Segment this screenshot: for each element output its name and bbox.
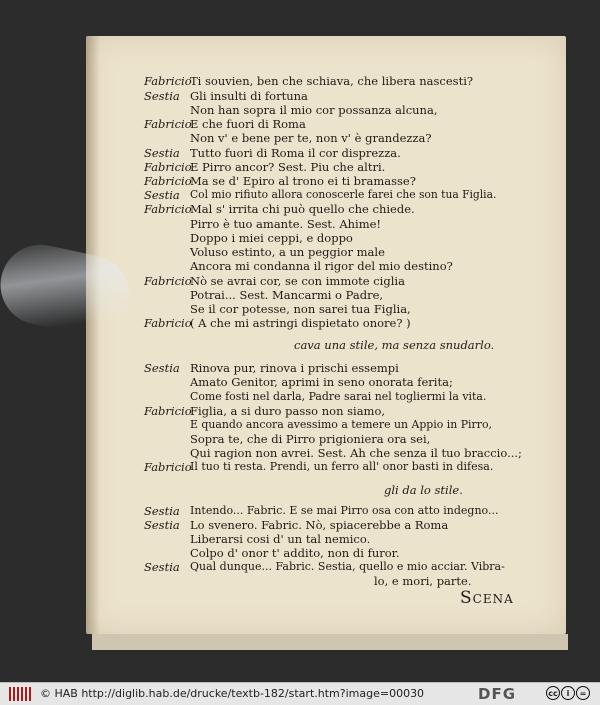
speaker: Fabricio xyxy=(144,460,192,474)
speaker: Sestia xyxy=(144,560,180,574)
line-text: E che fuori di Roma xyxy=(190,117,306,131)
footer-bar xyxy=(0,682,600,705)
speaker: Fabricio xyxy=(144,117,192,131)
line-text: Figlia, a si duro passo non siamo, xyxy=(190,404,386,418)
footer-citation: © HAB http://diglib.hab.de/drucke/textb-182/start.htm?image=00030 xyxy=(40,687,425,700)
line-text: Rinova pur, rinova i prischi essempi xyxy=(190,361,399,375)
line-text: Gli insulti di fortuna xyxy=(190,89,308,103)
line-text: Colpo d' onor t' addito, non di furor. xyxy=(190,546,400,560)
line-text: Se il cor potesse, non sarei tua Figlia, xyxy=(190,302,411,316)
speaker: Sestia xyxy=(144,188,180,202)
speaker: Fabricio xyxy=(144,202,192,216)
stage-direction: gli da lo stile. xyxy=(384,483,463,497)
speaker: Fabricio xyxy=(144,274,192,288)
line-text: Il tuo ti resta. Prendi, un ferro all' onor basti in difesa. xyxy=(190,460,494,473)
line-text: Mal s' irrita chi può quello che chiede. xyxy=(190,202,415,216)
speaker: Sestia xyxy=(144,518,180,532)
line-text: Nò se avrai cor, se con immote ciglia xyxy=(190,274,405,288)
speaker: Sestia xyxy=(144,146,180,160)
nd-icon: = xyxy=(576,686,590,700)
speaker: Sestia xyxy=(144,361,180,375)
line-text: Amato Genitor, aprimi in seno onorata ferita; xyxy=(190,375,453,389)
line-text: Qui ragion non avrei. Sest. Ah che senza il tuo braccio...; xyxy=(190,446,522,460)
line-text: Sopra te, che di Pirro prigioniera ora sei, xyxy=(190,432,431,446)
line-text: Ma se d' Epiro al trono ei ti bramasse? xyxy=(190,174,416,188)
line-text: lo, e mori, parte. xyxy=(374,574,472,588)
cc-license-icon[interactable] xyxy=(546,686,591,700)
line-text: Potrai... Sest. Mancarmi o Padre, xyxy=(190,288,384,302)
line-text: Lo svenero. Fabric. Nò, spiacerebbe a Roma xyxy=(190,518,449,532)
line-text: ( A che mi astringi dispietato onore? ) xyxy=(190,316,411,330)
speaker: Fabricio xyxy=(144,316,192,330)
line-text: Come fosti nel darla, Padre sarai nel togliermi la vita. xyxy=(190,390,487,403)
line-text: Liberarsi cosi d' un tal nemico. xyxy=(190,532,371,546)
line-text: Non v' e bene per te, non v' è grandezza? xyxy=(190,131,432,145)
speaker: Sestia xyxy=(144,504,180,518)
line-text: Tutto fuori di Roma il cor disprezza. xyxy=(190,146,401,160)
catchword: Scena xyxy=(460,588,514,608)
line-text: Intendo... Fabric. E se mai Pirro osa con atto indegno... xyxy=(190,504,499,517)
speaker: Sestia xyxy=(144,89,180,103)
line-text: Col mio rifiuto allora conoscerle farei che son tua Figlia. xyxy=(190,188,497,201)
speaker: Fabricio xyxy=(144,174,192,188)
line-text: Doppo i miei ceppi, e doppo xyxy=(190,231,353,245)
line-text: Ti souvien, ben che schiava, che libera nascesti? xyxy=(190,74,474,88)
speaker: Fabricio xyxy=(144,74,192,88)
dfg-logo: DFG xyxy=(478,685,517,703)
page-lower-edge xyxy=(92,634,568,650)
speaker: Fabricio xyxy=(144,404,192,418)
library-logo-icon xyxy=(9,687,33,701)
line-text: E quando ancora avessimo a temere un Appio in Pirro, xyxy=(190,418,492,431)
line-text: E Pirro ancor? Sest. Piu che altri. xyxy=(190,160,386,174)
line-text: Qual dunque... Fabric. Sestia, quello e mio acciar. Vibra- xyxy=(190,560,505,573)
speaker: Fabricio xyxy=(144,160,192,174)
by-icon: i xyxy=(561,686,575,700)
stage-direction: cava una stile, ma senza snudarlo. xyxy=(294,338,495,352)
line-text: Non han sopra il mio cor possanza alcuna, xyxy=(190,103,438,117)
line-text: Voluso estinto, a un peggior male xyxy=(190,245,385,259)
line-text: Ancora mi condanna il rigor del mio destino? xyxy=(190,259,453,273)
cc-icon: cc xyxy=(546,686,560,700)
line-text: Pirro è tuo amante. Sest. Ahime! xyxy=(190,217,382,231)
